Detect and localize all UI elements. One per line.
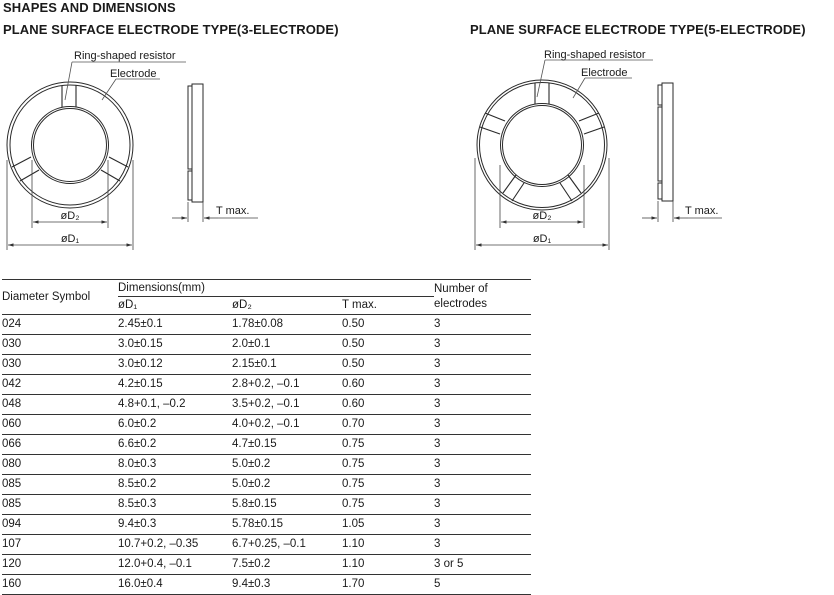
header-dimensions: Dimensions(mm) [118,280,434,297]
table-row: 120 12.0+0.4, –0.1 7.5±0.2 1.10 3 or 5 [2,555,531,575]
label-d2-right: øD₂ [532,210,552,222]
table-row: 024 2.45±0.1 1.78±0.08 0.50 3 [2,315,531,335]
ring-3-electrode-side-view [188,84,203,202]
technical-drawings [0,0,834,280]
label-electrode-right: Electrode [581,67,628,79]
table-row: 030 3.0±0.12 2.15±0.1 0.50 3 [2,355,531,375]
electrode-gaps [12,86,128,182]
table-row: 085 8.5±0.3 5.8±0.15 0.75 3 [2,495,531,515]
dimensions-table [2,279,531,595]
header-t-max: T max. [342,297,434,315]
label-t-max-right: T max. [685,205,719,217]
label-ring-resistor-left: Ring-shaped resistor [74,50,176,62]
right-drawing-title: PLANE SURFACE ELECTRODE TYPE(5-ELECTRODE) [470,22,806,37]
header-diameter-symbol: Diameter Symbol [2,280,118,315]
header-d2: øD₂ [232,297,342,315]
table-row: 160 16.0±0.4 9.4±0.3 1.70 5 [2,575,531,595]
left-drawing-title: PLANE SURFACE ELECTRODE TYPE(3-ELECTRODE) [3,22,339,37]
label-d1-right: øD₁ [532,233,552,245]
table-row: 030 3.0±0.15 2.0±0.1 0.50 3 [2,335,531,355]
header-d1: øD₁ [118,297,232,315]
header-number-of-electrodes: Number of electrodes [434,280,531,315]
label-t-max-left: T max. [216,205,250,217]
label-ring-resistor-right: Ring-shaped resistor [544,49,646,61]
table-row: 080 8.0±0.3 5.0±0.2 0.75 3 [2,455,531,475]
section-title: SHAPES AND DIMENSIONS [3,0,176,15]
table-row: 085 8.5±0.2 5.0±0.2 0.75 3 [2,475,531,495]
leader-lines-right [537,60,653,98]
label-d2-left: øD₂ [60,210,80,222]
table-row: 060 6.0±0.2 4.0+0.2, –0.1 0.70 3 [2,415,531,435]
table-row: 048 4.8+0.1, –0.2 3.5+0.2, –0.1 0.60 3 [2,395,531,415]
ring-5-electrode-front-view [477,80,607,210]
ring-3-electrode-front-view [7,82,133,208]
ring-5-electrode-side-view [658,83,673,201]
label-d1-left: øD₁ [60,233,80,245]
table-row: 094 9.4±0.3 5.78±0.15 1.05 3 [2,515,531,535]
table-row: 107 10.7+0.2, –0.35 6.7+0.25, –0.1 1.10 3 [2,535,531,555]
label-electrode-left: Electrode [110,68,157,80]
table-row: 066 6.6±0.2 4.7±0.15 0.75 3 [2,435,531,455]
table-row: 042 4.2±0.15 2.8+0.2, –0.1 0.60 3 [2,375,531,395]
